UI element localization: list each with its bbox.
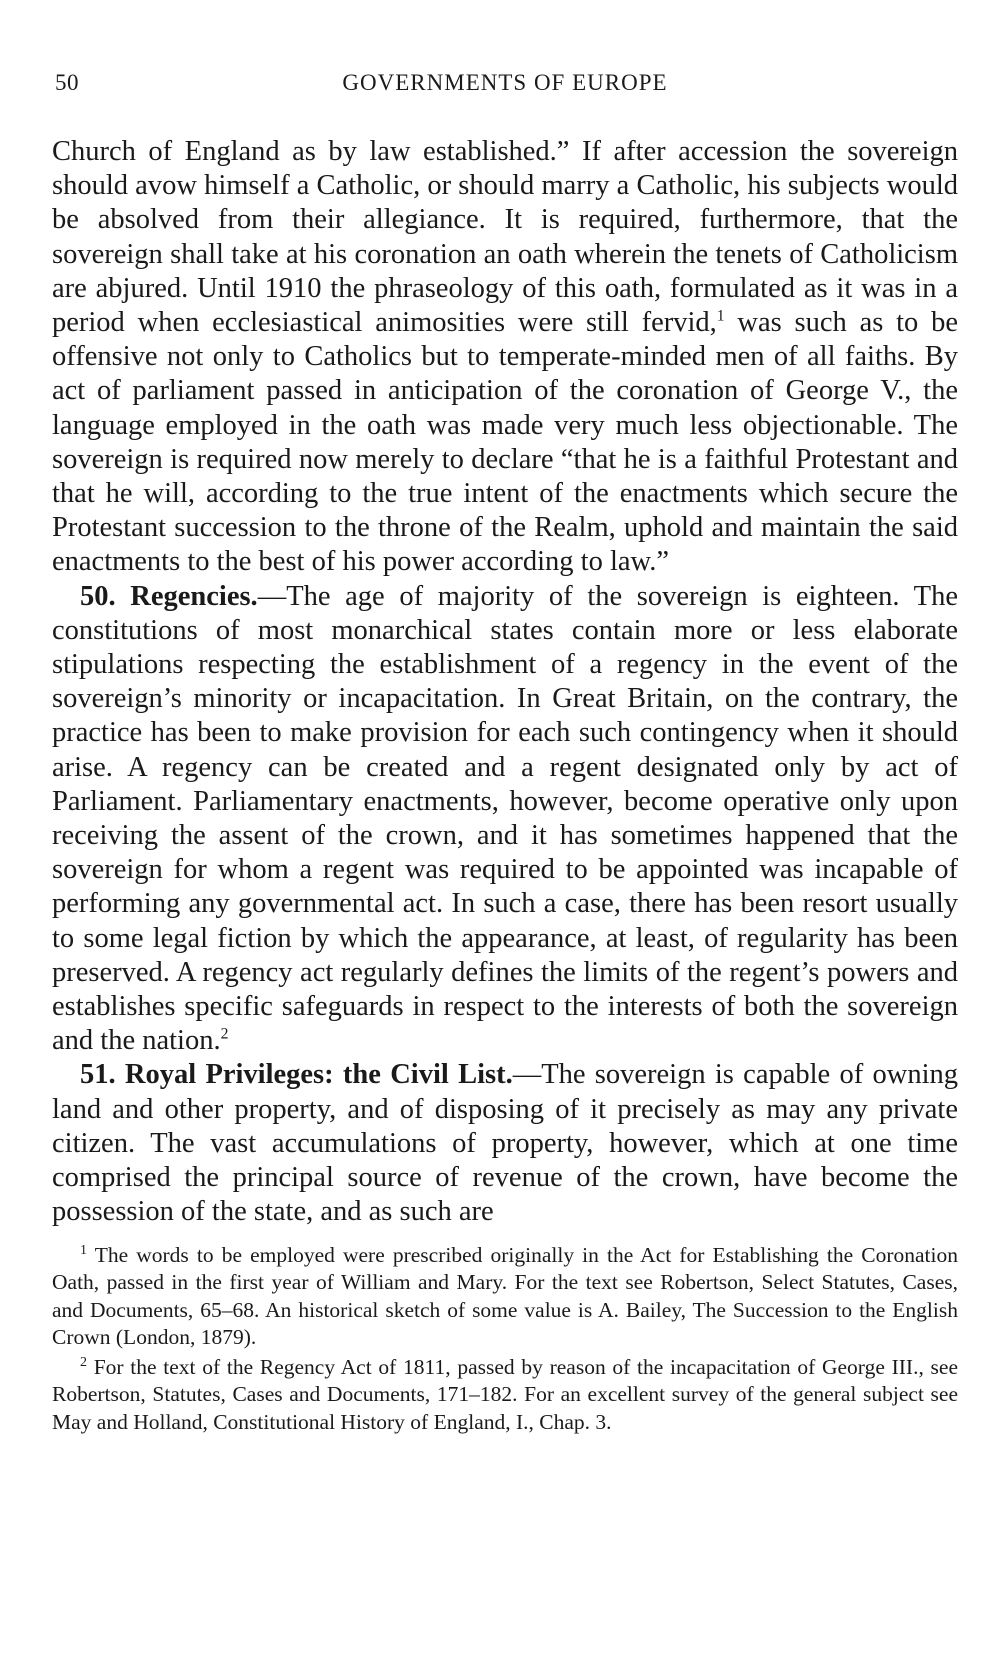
paragraph-oath-text-1: Church of England as by law established.” If after accession the sovereign should avow himself a Catholic, or should marry a Catholic, his subjects would be absolved from their allegiance. It is required, furthermore, that the sovereign shall take at his coronation an oath wherein the tenets of Catholicism are abjured. Until 1910 the phraseology of this oath, formulated as it was in a period when ecclesiastical animosities were still fervid, <box>52 136 958 339</box>
section-50-heading: 50. Regencies. <box>80 580 258 612</box>
section-51-text: —The sovereign is capable of owning land and other property, and of disposing of it precisely as may any private citizen. The vast accumulations of property, however, which at one time comprised the principal source of revenue of the crown, have become the possession of the state, and as such are <box>52 1059 958 1228</box>
section-51-heading: 51. Royal Privileges: the Civil List. <box>80 1059 513 1091</box>
footnote-1-mark: 1 <box>80 1242 87 1258</box>
footnote-2 <box>52 1354 958 1437</box>
footnote-1-text: The words to be employed were prescribed originally in the Act for Establishing the Coronation Oath, passed in the first year of William and Mary. For the text see Robertson, Select Statutes, Cases, and Documents, 65–68. An historical sketch of some value is A. Bailey, The Succession to the English Crown (London, 1879). <box>52 1242 958 1349</box>
page-number: 50 <box>55 70 79 95</box>
footnote-ref-1: 1 <box>716 307 725 325</box>
paragraph-oath <box>52 135 958 580</box>
paragraph-oath-text-2: was such as to be offensive not only to Catholics but to temperate-minded men of all faiths. By act of parliament passed in anticipation of the coronation of George V., the language employed in the oath was made very much less objectionable. The sovereign is required now merely to declare “that he is a faithful Protestant and that he will, according to the true intent of the enactments which secure the Protestant succession to the throne of the Realm, uphold and maintain the said enactments to the best of his power according to law.” <box>52 307 958 578</box>
footnotes <box>52 1242 958 1437</box>
book-page <box>52 70 958 1438</box>
section-50-regencies <box>52 580 958 1059</box>
section-51-royal-privileges <box>52 1058 958 1229</box>
running-title: GOVERNMENTS OF EUROPE <box>342 70 668 95</box>
footnote-2-mark: 2 <box>80 1354 87 1370</box>
footnote-1 <box>52 1242 958 1352</box>
running-header <box>52 70 958 110</box>
body-text <box>52 135 958 1230</box>
section-50-text: —The age of majority of the sovereign is eighteen. The constitutions of most monarchical states contain more or less elaborate stipulations respecting the establishment of a regency in the event of the sovereign’s minority or incapacitation. In Great Britain, on the contrary, the practice has been to make provision for each such contingency when it should arise. A regency can be created and a regent designated only by act of Parliament. Parliamentary enactments, however, become operative only upon receiving the assent of the crown, and it has sometimes happened that the sovereign for whom a regent was required to be appointed was incapable of performing any governmental act. In such a case, there has been resort usually to some legal fiction by which the appearance, at least, of regularity has been preserved. A regency act regularly defines the limits of the regent’s powers and establishes specific safeguards in respect to the interests of both the sovereign and the nation. <box>52 580 958 1057</box>
footnote-ref-2: 2 <box>220 1025 229 1043</box>
footnote-2-text: For the text of the Regency Act of 1811, passed by reason of the incapacitation of George III., see Robertson, Statutes, Cases and Documents, 171–182. For an excellent survey of the general subject see May and Holland, Constitutional History of England, I., Chap. 3. <box>52 1354 958 1434</box>
